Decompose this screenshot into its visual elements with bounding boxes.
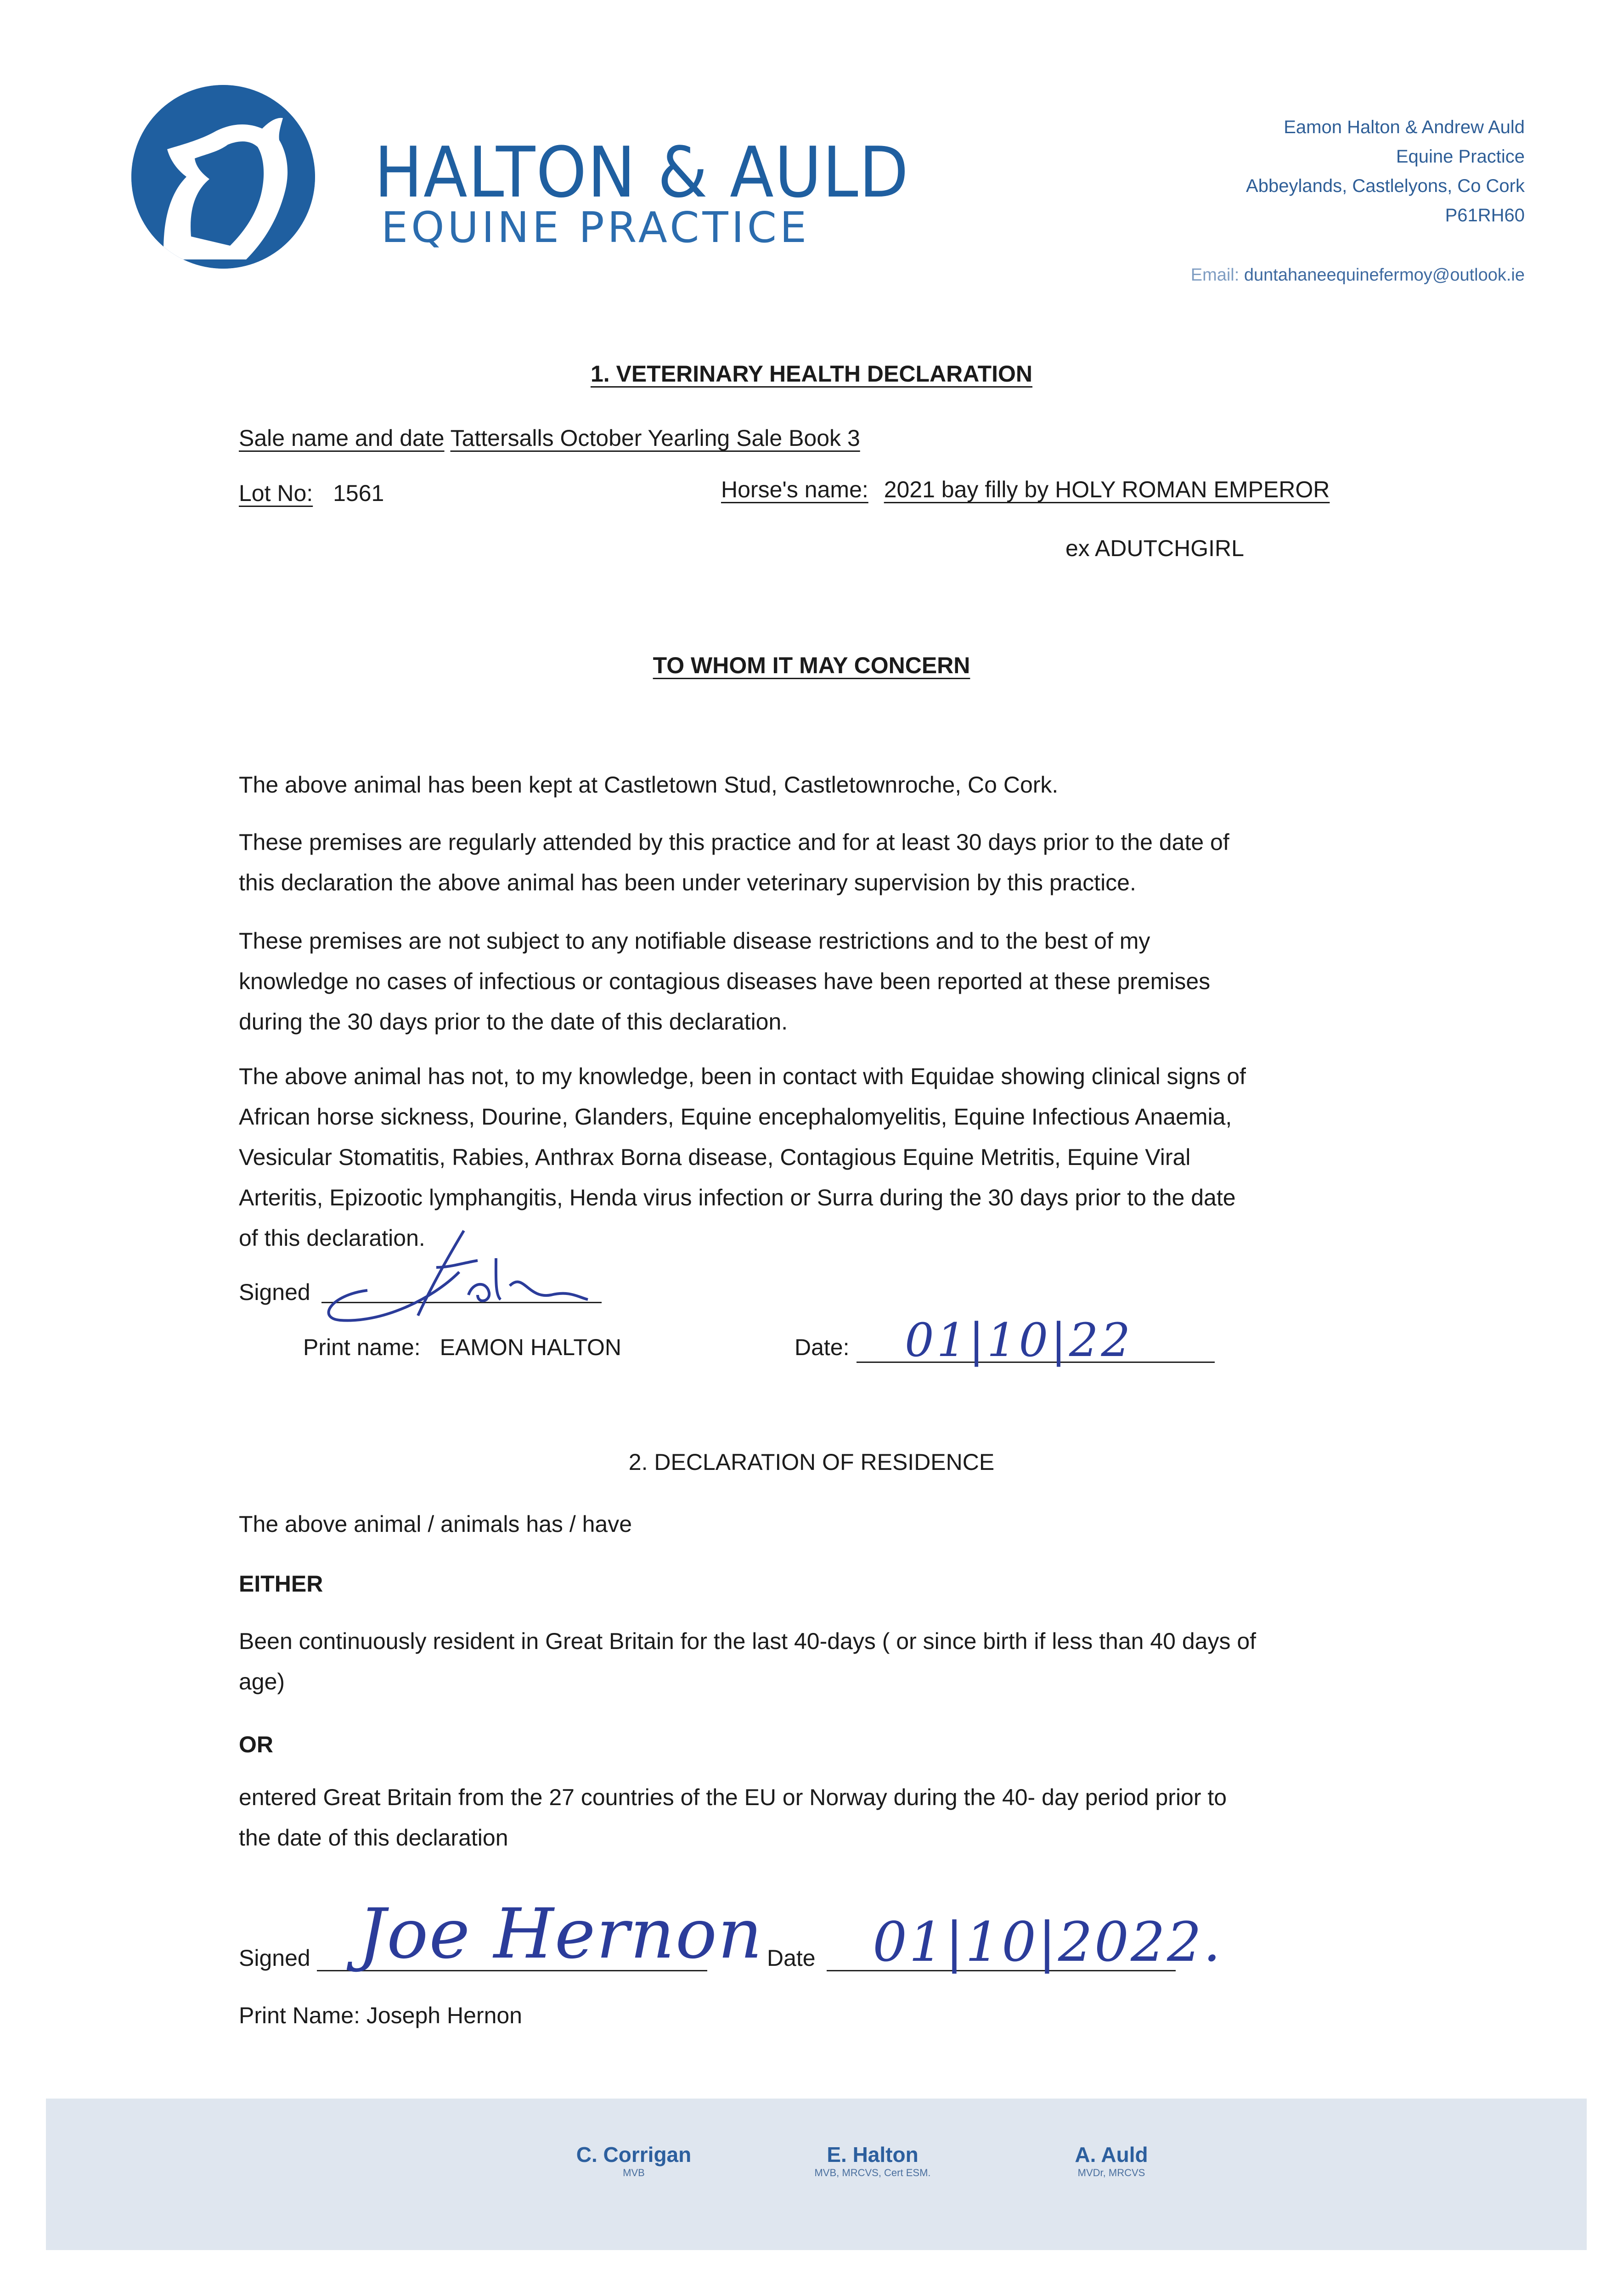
vet-qualifications: MVDr, MRCVS [1077, 2167, 1145, 2178]
vet-corrigan [514, 2142, 753, 2179]
date-label-1: Date: [795, 1334, 850, 1360]
lot-row [239, 473, 384, 513]
sale-label: Sale name and date [239, 425, 445, 451]
practice-email [1191, 265, 1525, 285]
vet-qualifications: MVB [623, 2167, 645, 2178]
paragraph-line: Been continuously resident in Great Britain for the last 40-days ( or since birth if less than 40 days of [239, 1628, 1257, 1654]
paragraph-line: knowledge no cases of infectious or contagious diseases have been reported at these premises [239, 968, 1211, 994]
date-label-2: Date [767, 1945, 816, 1971]
email-label: Email: [1190, 265, 1240, 285]
signed-label-2: Signed [239, 1945, 310, 1971]
vet-qualifications: MVB, MRCVS, Cert ESM. [814, 2167, 931, 2178]
paragraph-line: of this declaration. [239, 1225, 425, 1251]
paragraph-line: this declaration the above animal has been under veterinary supervision by this practice. [239, 870, 1136, 895]
paragraph-line: Arteritis, Epizootic lymphangitis, Henda virus infection or Surra during the 30 days prior to the date [239, 1185, 1236, 1210]
option-resident [239, 1621, 1256, 1702]
vet-name: C. Corrigan [576, 2143, 692, 2167]
horse-dam: ex ADUTCHGIRL [1065, 535, 1244, 561]
paragraph-restrictions [239, 921, 1210, 1042]
print-name-label-2: Print Name: [239, 2003, 360, 2028]
footer-band [46, 2099, 1587, 2250]
paragraph-supervision [239, 822, 1229, 903]
concern-heading: TO WHOM IT MAY CONCERN [653, 653, 970, 678]
paragraph-line: entered Great Britain from the 27 countries of the EU or Norway during the 40- day period prior to [239, 1784, 1227, 1810]
paragraph-line: These premises are regularly attended by this practice and for at least 30 days prior to the date of [239, 829, 1229, 855]
practice-logo [131, 85, 315, 269]
either-label: EITHER [239, 1571, 323, 1597]
practice-address [1246, 113, 1525, 230]
address-line: Equine Practice [1396, 146, 1525, 167]
email-address: duntahaneequinefermoy@outlook.ie [1244, 265, 1525, 285]
print-name-value-1: EAMON HALTON [440, 1334, 622, 1360]
address-line: P61RH60 [1445, 205, 1525, 225]
paragraph-line: The above animal has not, to my knowledge, been in contact with Equidae showing clinical signs of [239, 1064, 1246, 1089]
print-name-row-2 [239, 1995, 522, 2036]
paragraph-kept-at [239, 765, 1058, 805]
print-name-value-2: Joseph Hernon [366, 2003, 522, 2028]
paragraph-line: the date of this declaration [239, 1825, 508, 1851]
vet-name: E. Halton [827, 2143, 919, 2167]
signed-label-1: Signed [239, 1279, 310, 1305]
signature-halton [312, 1217, 597, 1322]
print-name-row-1 [303, 1327, 621, 1367]
date-value-2: 01|10|2022. [873, 1910, 1223, 1974]
paragraph-line: The above animal has been kept at Castletown Stud, Castletownroche, Co Cork. [239, 772, 1059, 798]
brand-subtitle: EQUINE PRACTICE [381, 203, 810, 252]
horse-row [721, 469, 1330, 510]
signature-hernon: Joe Hernon [358, 1894, 763, 1974]
sale-value: Tattersalls October Yearling Sale Book 3 [450, 425, 860, 451]
paragraph-line: Vesicular Stomatitis, Rabies, Anthrax Borna disease, Contagious Equine Metritis, Equine Viral [239, 1144, 1191, 1170]
residence-intro: The above animal / animals has / have [239, 1511, 632, 1537]
option-entered [239, 1777, 1227, 1858]
paragraph-line: during the 30 days prior to the date of this declaration. [239, 1009, 788, 1035]
print-name-label-1: Print name: [303, 1334, 421, 1360]
horse-value: 2021 bay filly by HOLY ROMAN EMPEROR [884, 477, 1330, 502]
horse-label: Horse's name: [721, 477, 868, 502]
vet-halton [753, 2142, 992, 2179]
paragraph-line: These premises are not subject to any notifiable disease restrictions and to the best of my [239, 928, 1150, 954]
paragraph-line: age) [239, 1669, 285, 1694]
address-line: Eamon Halton & Andrew Auld [1284, 117, 1525, 137]
sale-row [239, 418, 860, 458]
date-value-1: 01|10|22 [905, 1313, 1133, 1367]
address-line: Abbeylands, Castlelyons, Co Cork [1246, 176, 1525, 196]
section2-heading: 2. DECLARATION OF RESIDENCE [628, 1449, 995, 1475]
section1-heading: 1. VETERINARY HEALTH DECLARATION [590, 361, 1033, 387]
vet-auld [992, 2142, 1231, 2179]
horse-head-icon [131, 85, 315, 269]
lot-value: 1561 [333, 480, 384, 506]
paragraph-line: African horse sickness, Dourine, Glanders, Equine encephalomyelitis, Equine Infectious Anaemia, [239, 1104, 1232, 1130]
vet-name: A. Auld [1075, 2143, 1148, 2167]
lot-label: Lot No: [239, 480, 313, 506]
brand-name: HALTON & AULD [374, 132, 910, 213]
or-label: OR [239, 1732, 273, 1757]
